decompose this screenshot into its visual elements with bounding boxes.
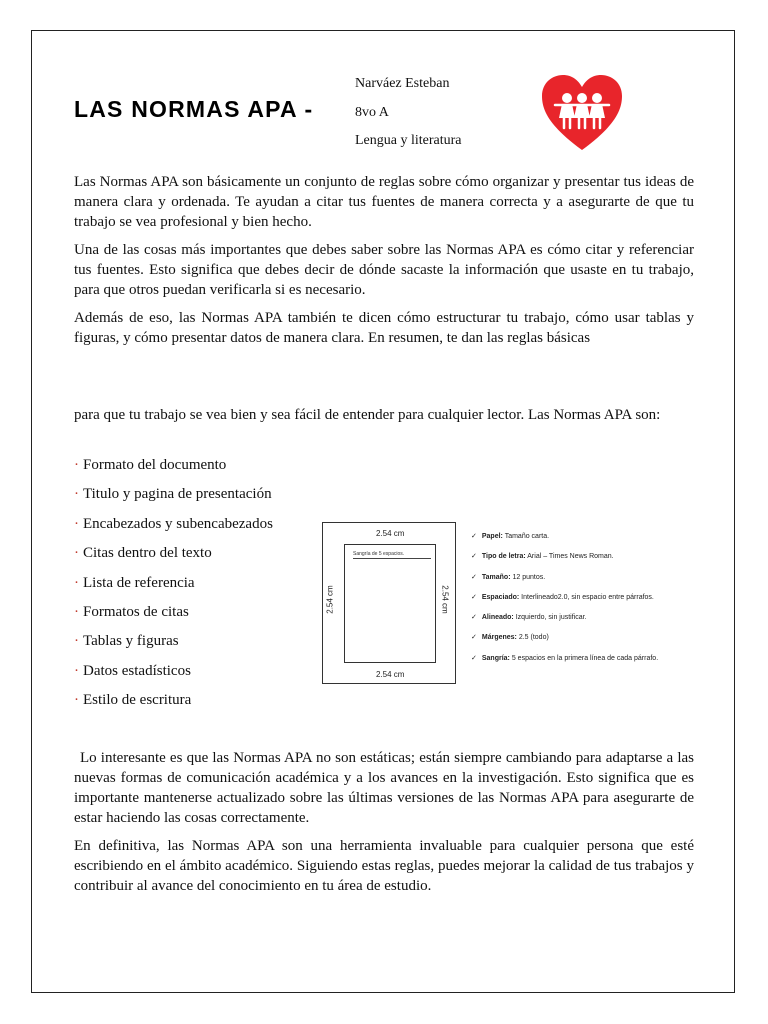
bullet-dot: ·: [74, 545, 79, 562]
spec-item: ✓ Alineado: Izquierdo, sin justificar.: [471, 614, 587, 622]
page-margins-diagram: [322, 522, 456, 684]
indent-line: [353, 558, 431, 559]
spec-item: ✓ Márgenes: 2.5 (todo): [471, 634, 549, 642]
list-item: · Formatos de citas: [74, 603, 189, 620]
list-intro-paragraph: para que tu trabajo se vea bien y sea fácil de entender para cualquier lector. Las Normas APA son:: [74, 407, 661, 423]
intro-paragraph-1: Las Normas APA son básicamente un conjunto de reglas sobre cómo organizar y presentar tus ideas de manera clara y ordenada. Te ayudan a citar tus fuentes de manera correcta y a asegurarte de que tu trabajo se vea profesional y bien hecho.: [74, 174, 694, 230]
bullet-dot: ·: [74, 515, 79, 532]
list-item: · Datos estadísticos: [74, 662, 191, 679]
spec-item: ✓ Sangría: 5 espacios en la primera línea de cada párrafo.: [471, 654, 659, 662]
list-item: · Estilo de escritura: [74, 692, 192, 709]
spec-item: ✓ Espaciado: Interlineado2.0, sin espacio entre párrafos.: [471, 593, 654, 601]
margin-bottom-label: 2.54 cm: [376, 670, 405, 679]
check-icon: ✓: [471, 533, 477, 540]
check-icon: ✓: [471, 614, 477, 622]
list-item: · Lista de referencia: [74, 574, 195, 591]
closing-paragraph-1: Lo interesante es que las Normas APA no son estáticas; están siempre cambiando para adaptarse a las nuevas formas de comunicación académica y a los avances en la investigación. Esto significa que es importante mantenerse actualizado sobre las últimas versiones de las Normas APA para asegurarte de estar haciendo las cosas correctamente.: [74, 750, 694, 826]
intro-paragraph-3: Además de eso, las Normas APA también te dicen cómo estructurar tu trabajo, cómo usar tablas y figuras, y cómo presentar datos de manera clara. En resumen, te dan las reglas básicas: [74, 310, 694, 346]
bullet-dot: ·: [74, 486, 79, 503]
spec-item: ✓ Papel: Tamaño carta.: [471, 533, 550, 540]
text-area-box: [344, 544, 436, 663]
bullet-dot: ·: [74, 633, 79, 650]
margin-left-label: 2.54 cm: [325, 585, 335, 614]
document-title: LAS NORMAS APA -: [74, 96, 314, 122]
apa-elements-list: [74, 455, 273, 720]
list-item: · Titulo y pagina de presentación: [74, 486, 272, 503]
author-name: Narváez Esteban: [355, 76, 450, 91]
check-icon: ✓: [471, 573, 477, 581]
intro-paragraph-2: Una de las cosas más importantes que debes saber sobre las Normas APA es cómo citar y referenciar tus fuentes. Esto significa que debes decir de dónde sacaste la información que usaste en tu trabajo, para que otros puedan verificarla si es necesario.: [74, 242, 694, 298]
margin-top-label: 2.54 cm: [376, 529, 405, 538]
bullet-dot: ·: [74, 574, 79, 591]
subject: Lengua y literatura: [355, 133, 462, 148]
bullet-dot: ·: [74, 457, 79, 473]
format-specs-list: [471, 532, 687, 674]
check-icon: ✓: [471, 593, 477, 601]
spec-item: ✓ Tamaño: 12 puntos.: [471, 573, 546, 581]
list-item: · Encabezados y subencabezados: [74, 515, 273, 532]
check-icon: ✓: [471, 553, 477, 561]
bullet-dot: ·: [74, 692, 79, 709]
closing-paragraph-2: En definitiva, las Normas APA son una herramienta invaluable para cualquier persona que esté escribiendo en el ámbito académico. Siguiendo estas reglas, puedes mejorar la calidad de tus trabajos y contribuir al avance del conocimiento en tu área de estudio.: [74, 838, 694, 894]
list-item: · Tablas y figuras: [74, 633, 179, 650]
header-info: [355, 70, 462, 156]
indent-note: Sangría de 5 espacios.: [353, 551, 405, 557]
check-icon: ✓: [471, 634, 477, 642]
bullet-dot: ·: [74, 603, 79, 620]
list-item: · Citas dentro del texto: [74, 545, 212, 562]
apa-format-figure: [321, 520, 689, 686]
bullet-dot: ·: [74, 662, 79, 679]
spec-item: ✓ Tipo de letra: Arial – Times News Roman.: [471, 553, 614, 561]
grade: 8vo A: [355, 104, 389, 120]
check-icon: ✓: [471, 654, 477, 662]
margin-right-label: 2.54 cm: [440, 585, 450, 614]
school-heart-logo: [541, 74, 623, 152]
list-item: · Formato del documento: [74, 457, 227, 473]
